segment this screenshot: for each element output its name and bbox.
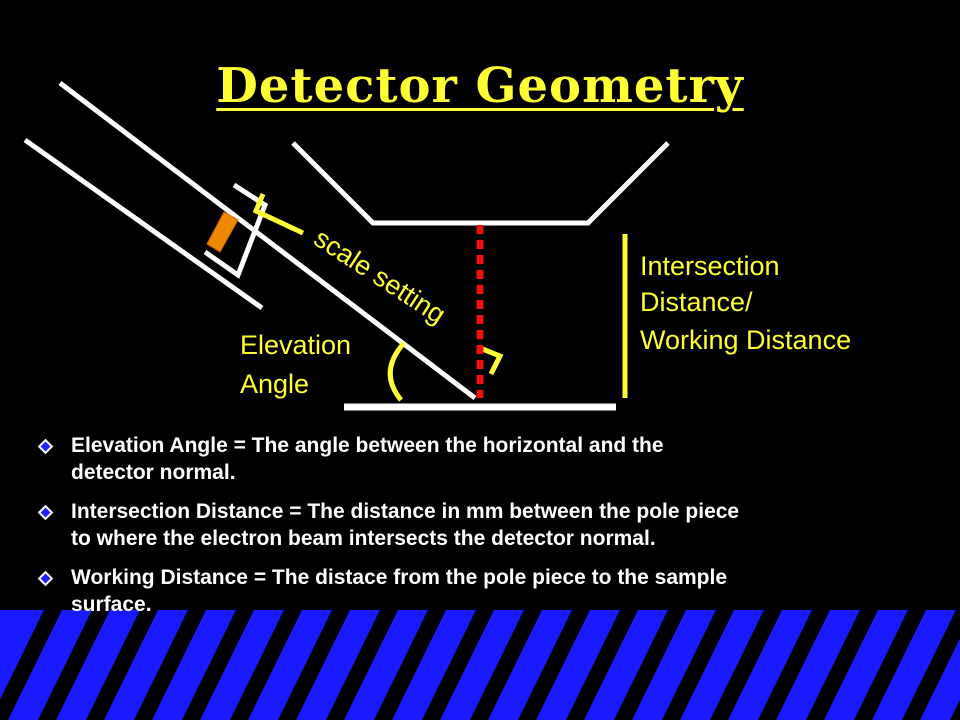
bullet-line-2: to where the electron beam intersects the detector normal. [71,527,656,550]
distance-slash-label: Distance/ [640,287,753,317]
pole-piece [293,143,668,223]
scale-setting-label: scale setting [308,222,451,330]
slide-title: Detector Geometry [216,58,744,114]
bullet-line-1: Working Distance = The distace from the pole piece to the sample [71,566,728,589]
diamond-bullet-icon [38,571,54,587]
elevation-label: Elevation [240,330,352,360]
list-item [38,564,928,618]
scale-bracket-top [256,194,303,233]
bullet-line-2: detector normal. [71,461,236,484]
working-distance-label: Working Distance [640,325,852,355]
list-item [38,432,928,486]
diamond-bullet-icon [38,439,54,455]
diamond-bullet-icon [38,505,54,521]
bullet-line-1: Elevation Angle = The angle between the horizontal and the [71,434,664,457]
elevation-angle-arc [390,343,404,400]
list-item [38,498,928,552]
definition-list [38,432,928,630]
crystal-rect-icon [207,212,238,252]
angle-label: Angle [240,369,310,399]
bullet-line-1: Intersection Distance = The distance in mm between the pole piece [71,500,740,523]
bullet-line-2: surface. [71,593,152,616]
intersection-distance-label: Intersection [640,251,780,281]
